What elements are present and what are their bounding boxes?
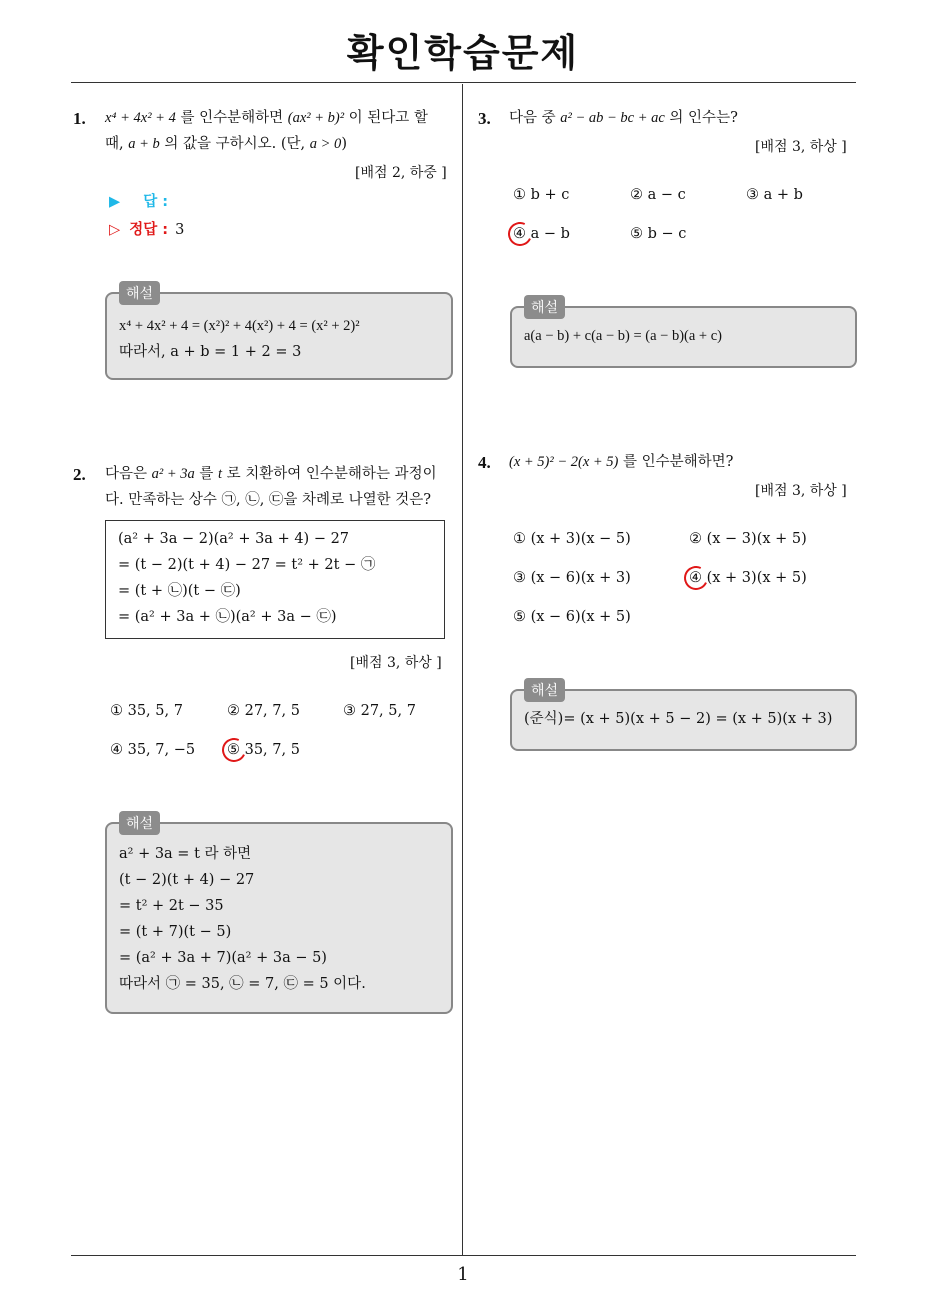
- q3-solution-line1: a(a − b) + c(a − b) = (a − b)(a + c): [524, 328, 722, 344]
- q2-box-line4: = (a² + 3a + ㉡)(a² + 3a − ㉢): [118, 609, 337, 625]
- q1-text1: 를 인수분해하면: [175, 110, 288, 126]
- q1-expr4: a > 0: [309, 136, 342, 152]
- q1-number: 1.: [73, 109, 86, 128]
- q4-choice-3[interactable]: ③ (x − 6)(x + 3): [513, 570, 631, 586]
- q1-correct-row: [109, 218, 184, 239]
- q1-solution-box: [105, 292, 453, 380]
- q4-score: [배점 3, 하상 ]: [755, 483, 847, 499]
- q2-expr2: t: [218, 466, 223, 482]
- q1-answer-row: [109, 190, 168, 211]
- q1-solution-line2: 따라서, a + b = 1 + 2 = 3: [119, 344, 302, 360]
- column-divider: [462, 84, 463, 1256]
- q2-choice-3[interactable]: ③ 27, 5, 7: [343, 703, 416, 719]
- q3-choice-2[interactable]: ② a − c: [630, 187, 686, 203]
- q1-text3: 때,: [105, 136, 129, 152]
- q3-answer-circle-icon: [505, 219, 536, 250]
- q4-text1: 를 인수분해하면?: [618, 454, 734, 470]
- q2-answer-circle-icon: [219, 735, 250, 766]
- q3-choice-5[interactable]: ⑤ b − c: [630, 226, 687, 242]
- q2-solution-box: [105, 822, 453, 1014]
- q2-process-box: [105, 520, 445, 639]
- q1-line2: [105, 132, 347, 157]
- q2-choice-4[interactable]: ④ 35, 7, −5: [110, 742, 196, 758]
- q2-choice-1[interactable]: ① 35, 5, 7: [110, 703, 183, 719]
- q3-solution-tag: 해설: [524, 295, 565, 319]
- q2-solution-line5: = (a² + 3a + 7)(a² + 3a − 5): [119, 950, 327, 966]
- q1-expr2: (ax² + b)²: [287, 110, 345, 126]
- q3-number: 3.: [478, 109, 491, 128]
- q1-expr1: x⁴ + 4x² + 4: [105, 110, 176, 126]
- q1-solution-tag: 해설: [119, 281, 160, 305]
- q1-correct-label: 정답 :: [129, 222, 169, 238]
- q3-text1: 다음 중: [509, 110, 561, 126]
- q2-number: 2.: [73, 465, 86, 484]
- q4-choice-2[interactable]: ② (x − 3)(x + 5): [689, 531, 807, 547]
- q4-choice-4[interactable]: ④ (x + 3)(x + 5): [689, 570, 807, 586]
- q2-solution-line4: = (t + 7)(t − 5): [119, 924, 232, 940]
- q2-line1: [105, 462, 437, 487]
- q4-solution-line1: (준식)= (x + 5)(x + 5 − 2) = (x + 5)(x + 3): [524, 711, 833, 727]
- q3-choice-3[interactable]: ③ a + b: [746, 187, 803, 203]
- q2-box-line1: (a² + 3a − 2)(a² + 3a + 4) − 27: [118, 531, 350, 547]
- q1-answer-label: 답 :: [143, 194, 169, 210]
- q2-text3: 로 치환하여 인수분해하는 과정이: [222, 466, 437, 482]
- q2-box-line3: = (t + ㉡)(t − ㉢): [118, 583, 241, 599]
- q4-line1: [509, 450, 733, 475]
- q2-solution-line1: a² + 3a = t 라 하면: [119, 846, 252, 862]
- q2-expr1: a² + 3a: [151, 466, 195, 482]
- bottom-divider: [71, 1255, 856, 1256]
- q1-line1: [105, 106, 428, 131]
- q2-solution-tag: 해설: [119, 811, 160, 835]
- q3-expr1: a² − ab − bc + ac: [560, 110, 665, 126]
- q2-choice-2[interactable]: ② 27, 7, 5: [227, 703, 300, 719]
- q3-text2: 의 인수는?: [664, 110, 738, 126]
- q4-number: 4.: [478, 453, 491, 472]
- q1-score: [배점 2, 하중 ]: [355, 165, 447, 181]
- q3-line1: [509, 106, 738, 131]
- page-title: 확인학습문제: [346, 31, 580, 75]
- q1-correct-value: 3: [175, 222, 185, 238]
- q4-choice-5[interactable]: ⑤ (x − 6)(x + 5): [513, 609, 631, 625]
- q2-solution-line6: 따라서 ㉠ = 35, ㉡ = 7, ㉢ = 5 이다.: [119, 976, 366, 992]
- q2-line2: 다. 만족하는 상수 ㉠, ㉡, ㉢을 차례로 나열한 것은?: [105, 492, 432, 508]
- top-divider: [71, 82, 856, 83]
- q1-expr3: a + b: [128, 136, 160, 152]
- q4-choice-1[interactable]: ① (x + 3)(x − 5): [513, 531, 631, 547]
- correct-arrow-icon: ▷: [109, 222, 121, 238]
- q3-choice-1[interactable]: ① b + c: [513, 187, 570, 203]
- q2-solution-line2: (t − 2)(t + 4) − 27: [119, 872, 255, 888]
- q2-box-line2: = (t − 2)(t + 4) − 27 = t² + 2t − ㉠: [118, 557, 376, 573]
- q2-solution-line3: = t² + 2t − 35: [119, 898, 224, 914]
- q4-expr1: (x + 5)² − 2(x + 5): [509, 454, 619, 470]
- q3-score: [배점 3, 하상 ]: [755, 139, 847, 155]
- page-number: 1: [457, 1264, 469, 1285]
- q3-choice-4[interactable]: ④ a − b: [513, 226, 570, 242]
- q4-answer-circle-icon: [681, 563, 712, 594]
- q2-score: [배점 3, 하상 ]: [350, 655, 442, 671]
- answer-arrow-icon: ▶: [109, 194, 121, 210]
- q2-choice-5[interactable]: ⑤ 35, 7, 5: [227, 742, 300, 758]
- q4-solution-tag: 해설: [524, 678, 565, 702]
- q1-solution-line1: x⁴ + 4x² + 4 = (x²)² + 4(x²) + 4 = (x² + 2)²: [119, 318, 360, 334]
- q2-text1: 다음은: [105, 466, 152, 482]
- q1-text5: ): [341, 136, 347, 152]
- q1-text2: 이 된다고 할: [344, 110, 428, 126]
- q2-text2: 를: [194, 466, 219, 482]
- q1-text4: 의 값을 구하시오. (단,: [159, 136, 310, 152]
